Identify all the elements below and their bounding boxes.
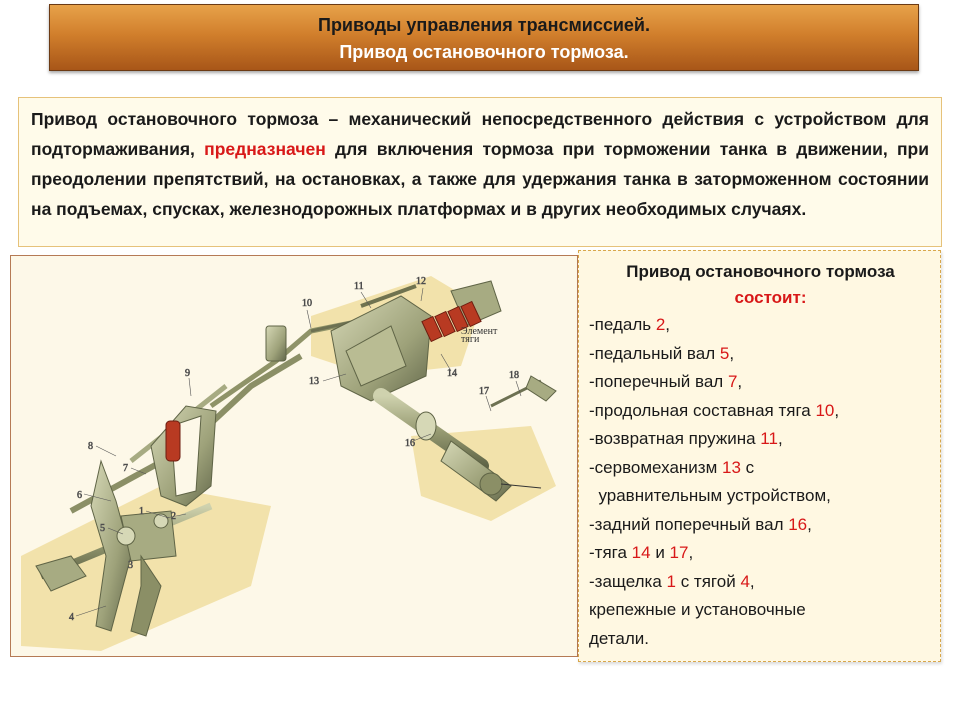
callout-17: 17 [479,386,489,397]
callout-11: 11 [354,281,364,292]
intro-highlight: предназначен [204,139,326,159]
mechanism-illustration [11,256,577,656]
tag-line-2: тяги [461,334,480,345]
slide-header [49,4,919,71]
header-subtitle: Привод остановочного тормоза. [339,42,629,62]
callout-2: 2 [171,511,176,522]
callout-16: 16 [405,438,415,449]
list-item: -задний поперечный вал 16, [589,514,812,534]
callout-4: 4 [69,612,74,623]
callout-18: 18 [509,370,519,381]
callout-10: 10 [302,298,312,309]
list-item: -сервомеханизм 13 с [589,457,755,477]
callout-3: 3 [128,560,133,571]
list-item: -возвратная пружина 11, [589,429,783,448]
list-item: -поперечный вал 7, [589,372,743,391]
callout-6: 6 [77,490,82,501]
intro-paragraph [18,97,942,247]
callout-1: 1 [139,506,144,517]
list-item: -педаль 2, [589,315,671,334]
callout-8: 8 [88,441,93,452]
brake-drive-diagram [10,255,578,657]
callout-12: 12 [416,276,426,287]
header-title: Приводы управления трансмиссией. [318,15,650,35]
list-item: -продольная составная тяга 10, [589,400,840,420]
element-tag [461,326,498,345]
list-item: крепежные и установочные [589,600,806,619]
components-title: Привод остановочного тормоза [626,262,895,281]
list-item: уравнительным устройством, [589,486,831,505]
components-box [578,250,941,662]
list-item: детали. [589,628,649,648]
list-item: -защелка 1 с тягой 4, [589,571,755,591]
tag-line-1: Элемент [461,326,498,337]
callout-9: 9 [185,368,190,379]
components-list [589,311,932,653]
callout-7: 7 [123,463,128,474]
intro-text-1: Привод остановочного тормоза – механический непосредственного действия с устройством для подтормаживания, [31,109,929,159]
components-subtitle: состоит: [734,288,807,307]
list-item: -педальный вал 5, [589,343,735,363]
callout-5: 5 [100,523,105,534]
list-item: -тяга 14 и 17, [589,543,694,562]
callout-13: 13 [309,376,319,387]
callout-14: 14 [447,368,457,379]
intro-text-2: для включения тормоза при торможении танка в движении, при преодолении препятствий, на остановках, а также для удержания танка в заторможенном состоянии на подъемах, спусках, железнодорожных платформах и в других необходимых случаях. [31,139,930,219]
